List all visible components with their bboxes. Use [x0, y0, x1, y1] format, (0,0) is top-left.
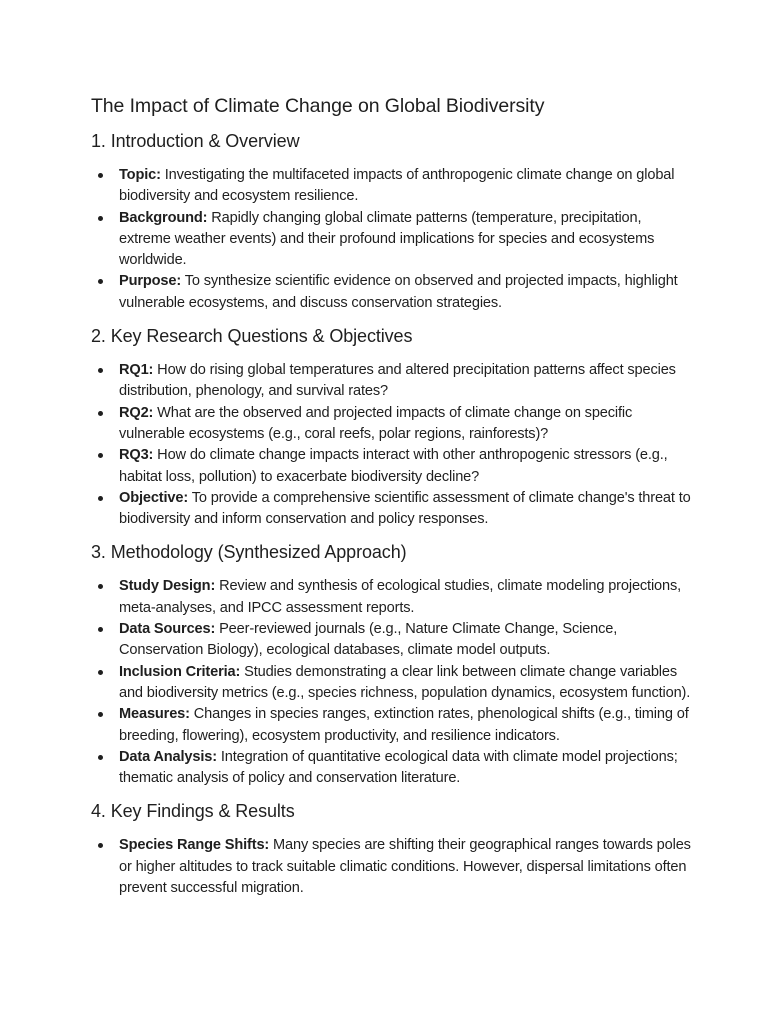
list-item	[91, 747, 691, 790]
bullet-icon	[98, 496, 103, 501]
item-term: Topic:	[119, 167, 161, 183]
item-text: To synthesize scientific evidence on observed and projected impacts, highlight vulnerable ecosystems, and discuss conservation strategies.	[119, 273, 678, 311]
section-heading-introduction: 1. Introduction & Overview	[91, 131, 300, 151]
item-text: Integration of quantitative ecological data with climate model projections; thematic analysis of policy and conservation literature.	[119, 748, 678, 787]
item-text: Investigating the multifaceted impacts of anthropogenic climate change on global biodiversity and ecosystem resilience.	[119, 167, 675, 205]
section-heading-methodology: 3. Methodology (Synthesized Approach)	[91, 542, 407, 563]
section-heading-research-questions: 2. Key Research Questions & Objectives	[91, 326, 413, 347]
item-text: Peer-reviewed journals (e.g., Nature Climate Change, Science, Conservation Biology), ecological databases, climate model outputs.	[119, 621, 618, 659]
item-text: How do rising global temperatures and altered precipitation patterns affect species distribution, phenology, and survival rates?	[119, 362, 676, 400]
list-item	[91, 165, 691, 208]
item-text: Rapidly changing global climate patterns (temperature, precipitation, extreme weather events) and their profound implications for species and ecosystems worldwide.	[119, 209, 655, 269]
item-term: Species Range Shifts:	[119, 837, 270, 854]
item-term: RQ3:	[119, 447, 154, 464]
bullet-icon	[98, 216, 103, 221]
list-item	[91, 835, 691, 899]
section-list-introduction	[91, 165, 691, 314]
document-title: The Impact of Climate Change on Global Biodiversity	[91, 95, 545, 117]
item-term: Data Sources:	[119, 621, 216, 638]
list-item	[91, 403, 691, 446]
bullet-icon	[98, 843, 103, 848]
item-text: How do climate change impacts interact with other anthropogenic stressors (e.g., habitat loss, pollution) to exacerbate biodiversity decline?	[119, 447, 668, 485]
item-text: Many species are shifting their geographical ranges towards poles or higher altitudes to track suitable climatic conditions. However, dispersal limitations often prevent successful migration.	[119, 837, 691, 897]
item-term: Inclusion Criteria:	[119, 663, 241, 680]
list-item	[91, 662, 691, 705]
item-term: Objective:	[119, 489, 189, 506]
item-term: RQ2:	[119, 404, 154, 421]
list-item	[91, 576, 691, 619]
item-term: Measures:	[119, 706, 190, 723]
section-heading-key-findings: 4. Key Findings & Results	[91, 801, 295, 822]
bullet-icon	[98, 368, 103, 373]
bullet-icon	[98, 453, 103, 458]
section-list-key-findings	[91, 835, 691, 899]
item-text: Changes in species ranges, extinction rates, phenological shifts (e.g., timing of breeding, flowering), ecosystem productivity, and resilience indicators.	[119, 706, 689, 744]
list-item	[91, 704, 691, 747]
bullet-icon	[98, 411, 103, 416]
bullet-icon	[98, 670, 103, 675]
section-list-research-questions	[91, 360, 691, 530]
item-term: Background:	[119, 209, 208, 226]
bullet-icon	[98, 584, 103, 589]
list-item	[91, 208, 691, 272]
item-term: RQ1:	[119, 362, 154, 379]
list-item	[91, 445, 691, 488]
list-item	[91, 271, 691, 314]
list-item	[91, 619, 691, 662]
item-text: Review and synthesis of ecological studies, climate modeling projections, meta-analyses, and IPCC assessment reports.	[119, 578, 682, 616]
bullet-icon	[98, 755, 103, 760]
bullet-icon	[98, 173, 103, 178]
item-term: Data Analysis:	[119, 748, 217, 765]
item-text: Studies demonstrating a clear link between climate change variables and biodiversity metrics (e.g., species richness, population dynamics, ecosystem function).	[119, 663, 691, 701]
bullet-icon	[98, 279, 103, 284]
item-text: To provide a comprehensive scientific assessment of climate change's threat to biodiversity and inform conservation and policy responses.	[119, 489, 691, 528]
bullet-icon	[98, 627, 103, 632]
item-term: Study Design:	[119, 578, 216, 595]
document-page	[91, 92, 691, 908]
item-term: Purpose:	[119, 273, 182, 290]
list-item	[91, 360, 691, 403]
list-item	[91, 488, 691, 531]
item-text: What are the observed and projected impacts of climate change on specific vulnerable ecosystems (e.g., coral reefs, polar regions, rainforests)?	[119, 404, 633, 442]
bullet-icon	[98, 712, 103, 717]
section-list-methodology	[91, 576, 691, 789]
